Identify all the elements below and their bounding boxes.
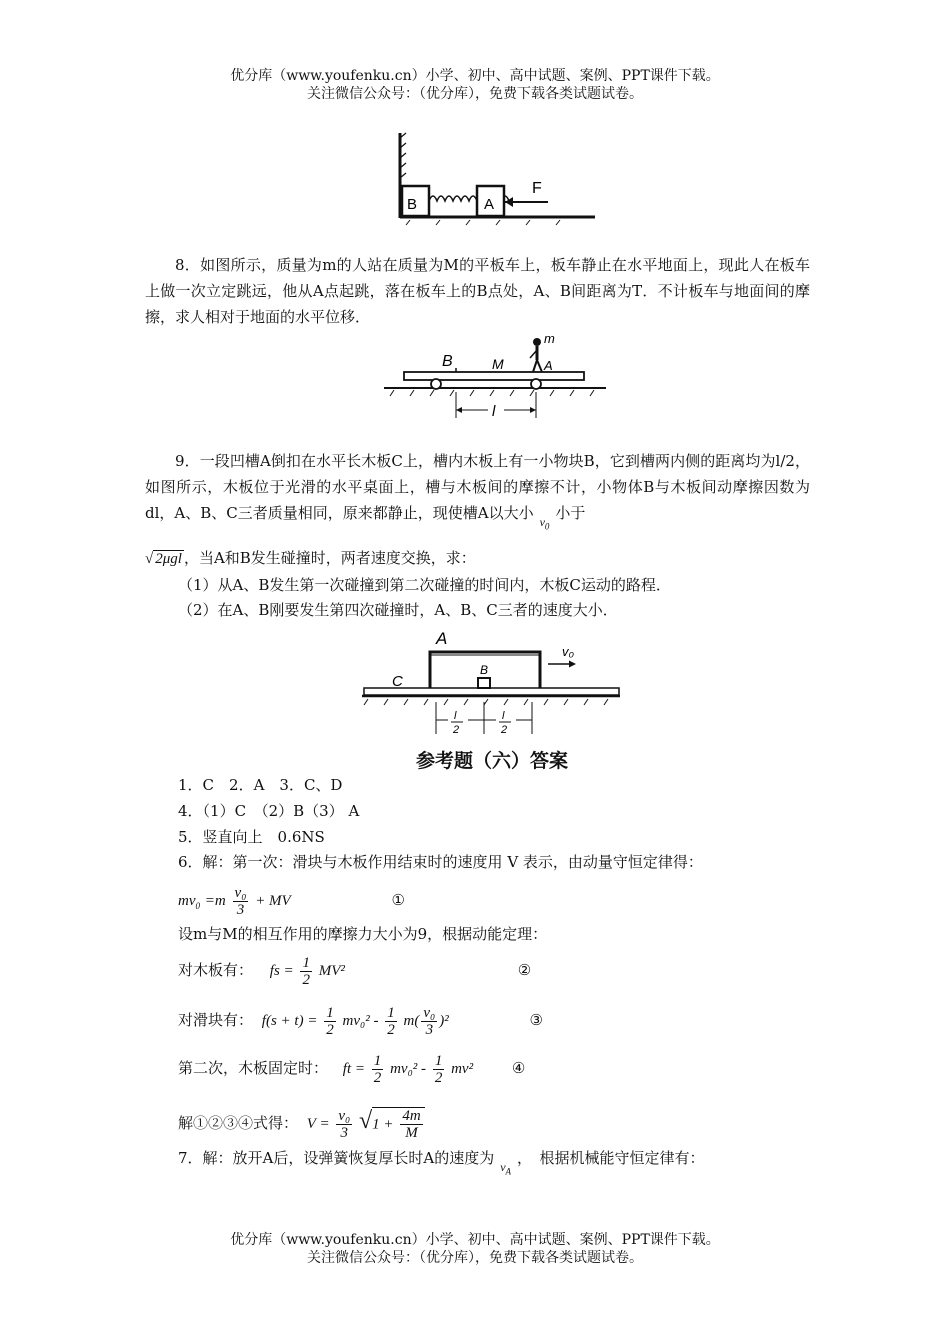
dim-l-right-num: l	[502, 710, 505, 722]
equation-1: $mv_0 =m$ $\frac{\text{v₀}}{3}$ + MV ①	[178, 884, 405, 918]
answer-line-2: 4．（1）C （2）B（3） A	[178, 802, 360, 820]
footer-line-2: 关注微信公众号：（优分库），免费下载各类试题试卷。	[307, 1250, 643, 1266]
distance-l-label: l	[492, 403, 496, 420]
question-8	[145, 252, 810, 330]
equation-3: 对滑块有： f(s + t) = $\frac{1}{2}$ mv₀² - $\frac{1}{2}$ m( $\frac{\text{v₀}}{3}$ )² ③	[178, 1004, 543, 1038]
answer-line-3: 5．竖直向上 0.6NS	[178, 828, 325, 846]
cart-m-label: M	[492, 356, 504, 372]
velocity-v0-label: v₀	[562, 644, 574, 659]
q9-line-sqrt	[145, 548, 476, 569]
q9-text-c: ，当A和B发生碰撞时，两者速度交换，求：	[183, 549, 476, 567]
dim-l-left-den: 2	[453, 724, 460, 736]
block-b-label: B	[407, 196, 418, 213]
q8-number: 8．	[175, 256, 201, 274]
header-line-2: 关注微信公众号：（优分库），免费下载各类试题试卷。	[307, 86, 643, 102]
person-m-label: m	[544, 331, 555, 346]
cart-figure	[384, 326, 606, 422]
groove-a-label: A	[436, 629, 448, 648]
point-a-label: A	[544, 358, 553, 373]
friction-text: 设m与M的相互作用的摩擦力大小为9，根据动能定理：	[178, 925, 548, 943]
equation-2: 对木板有： fs = $\frac{1}{2}$ MV² ②	[178, 954, 532, 988]
q9-sub-2: （2）在A、B刚要发生第四次碰撞时，A、B、C三者的速度大小．	[178, 601, 618, 619]
header-line-1: 优分库（www.youfenku.cn）小学、初中、高中试题、案例、PPT课件下载。	[230, 68, 720, 84]
block-a-label: A	[484, 196, 495, 213]
q9-text-a: 一段凹槽A倒扣在水平长木板C上，槽内木板上有一小物块B，它到槽两内侧的距离均为l/2，如图所示，木板位于光滑的水平桌面上，槽与木板间的摩擦不计，小物体B与木板间动摩擦因数为dl，A、B、C三者质量相同，原来都静止，现使槽A以大小	[145, 452, 811, 522]
answer-line-1: 1．C 2．A 3．C、D	[178, 776, 343, 794]
q9-number: 9．	[175, 452, 200, 470]
answer-6-intro: 6．解：第一次：滑块与木板作用结束时的速度用 V 表示，由动量守恒定律得：	[178, 853, 703, 871]
dim-l-left-num: l	[454, 710, 457, 722]
dim-l-right-den: 2	[501, 724, 508, 736]
answers-title: 参考题（六）答案	[415, 750, 568, 772]
spring-figure	[380, 128, 600, 226]
q9-text-b: 小于	[555, 504, 586, 522]
board-c-label: C	[392, 673, 403, 690]
q9-v0: v0	[539, 515, 550, 532]
footer-line-1: 优分库（www.youfenku.cn）小学、初中、高中试题、案例、PPT课件下载。	[230, 1232, 720, 1248]
force-f-label: F	[532, 180, 542, 197]
q9-sub-1: （1）从A、B发生第一次碰撞到第二次碰撞的时间内，木板C运动的路程．	[178, 576, 671, 594]
equation-5: 解①②③④式得： V = $\frac{\text{v₀}}{3}$ √1 + $\frac{4m}{M}$	[178, 1096, 425, 1146]
equation-4: 第二次，木板固定时： ft = $\frac{1}{2}$ mv₀² - $\frac{1}{2}$ mv² ④	[178, 1052, 526, 1086]
question-9	[145, 448, 810, 531]
q9-sqrt: √ 2μgl	[145, 551, 182, 567]
point-b-label: B	[442, 353, 453, 370]
q8-text: 如图所示，质量为m的人站在质量为M的平板车上，板车静止在水平地面上，现此人在板车上做一次立定跳远，他从A点起跳，落在板车上的B点处，A、B间距离为T．不计板车与地面间的摩擦，求人相对于地面的水平位移．	[145, 256, 810, 326]
block-b-groove-label: B	[480, 663, 489, 677]
groove-figure	[352, 626, 624, 740]
answer-7: 7．解：放开A后，设弹簧恢复厚长时A的速度为 $_{v_A}$， 根据机械能守恒定律有：	[178, 1149, 705, 1177]
